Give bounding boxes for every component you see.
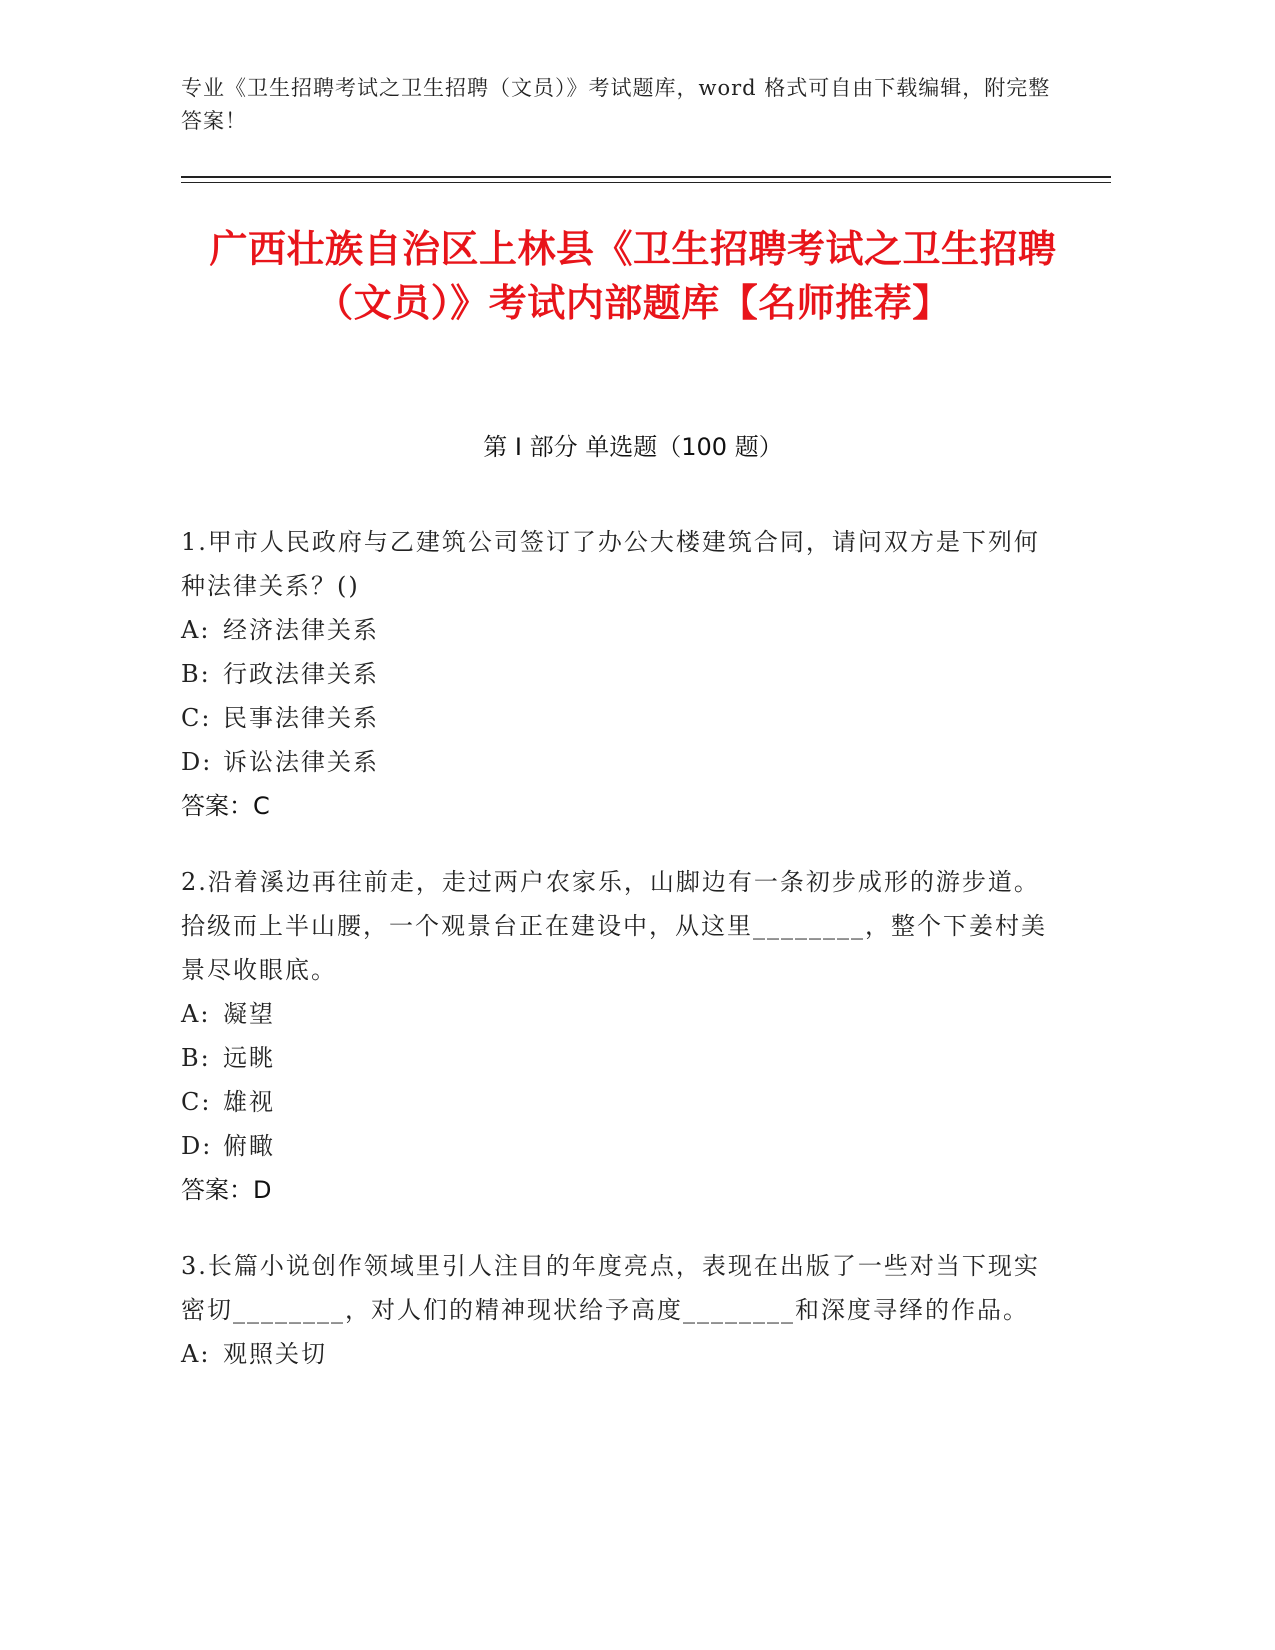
option-letter: D: xyxy=(181,1132,213,1160)
question-3 xyxy=(181,1244,1061,1376)
section-heading: 第 I 部分 单选题（100 题） xyxy=(483,433,783,461)
option-text: 远眺 xyxy=(223,1044,275,1072)
option-text: 民事法律关系 xyxy=(223,704,379,732)
header-note: 专业《卫生招聘考试之卫生招聘（文员）》考试题库，word 格式可自由下载编辑，附完整答案！ xyxy=(181,76,1051,133)
document-title: 广西壮族自治区上林县《卫生招聘考试之卫生招聘（文员）》考试内部题库【名师推荐】 xyxy=(209,227,1057,325)
option-a xyxy=(181,1332,1061,1376)
option-b xyxy=(181,652,1061,696)
answer: 答案：D xyxy=(181,1176,272,1204)
option-letter: B: xyxy=(181,1044,211,1072)
question-2 xyxy=(181,860,1061,1212)
option-text: 俯瞰 xyxy=(223,1132,275,1160)
option-d xyxy=(181,1124,1061,1168)
option-letter: C: xyxy=(181,704,212,732)
option-letter: A: xyxy=(181,1340,211,1368)
option-text: 观照关切 xyxy=(223,1340,327,1368)
question-stem: 1.甲市人民政府与乙建筑公司签订了办公大楼建筑合同，请问双方是下列何种法律关系？() xyxy=(181,528,1040,600)
option-text: 诉讼法律关系 xyxy=(223,748,379,776)
option-letter: B: xyxy=(181,660,211,688)
answer: 答案：C xyxy=(181,792,270,820)
option-letter: A: xyxy=(181,616,211,644)
option-d xyxy=(181,740,1061,784)
option-text: 经济法律关系 xyxy=(223,616,379,644)
option-a xyxy=(181,992,1061,1036)
option-text: 行政法律关系 xyxy=(223,660,379,688)
option-a xyxy=(181,608,1061,652)
question-stem: 2.沿着溪边再往前走，走过两户农家乐，山脚边有一条初步成形的游步道。拾级而上半山腰，一个观景台正在建设中，从这里________，整个下姜村美景尽收眼底。 xyxy=(181,868,1047,984)
header-divider xyxy=(181,176,1111,178)
option-letter: C: xyxy=(181,1088,212,1116)
question-stem: 3.长篇小说创作领域里引人注目的年度亮点，表现在出版了一些对当下现实密切________，对人们的精神现状给予高度________和深度寻绎的作品。 xyxy=(181,1252,1040,1324)
option-letter: D: xyxy=(181,748,213,776)
header-divider-thin xyxy=(181,182,1111,183)
option-text: 雄视 xyxy=(223,1088,275,1116)
option-letter: A: xyxy=(181,1000,211,1028)
question-1 xyxy=(181,520,1061,828)
option-b xyxy=(181,1036,1061,1080)
option-c xyxy=(181,696,1061,740)
option-text: 凝望 xyxy=(223,1000,275,1028)
option-c xyxy=(181,1080,1061,1124)
question-list xyxy=(181,520,1061,1408)
